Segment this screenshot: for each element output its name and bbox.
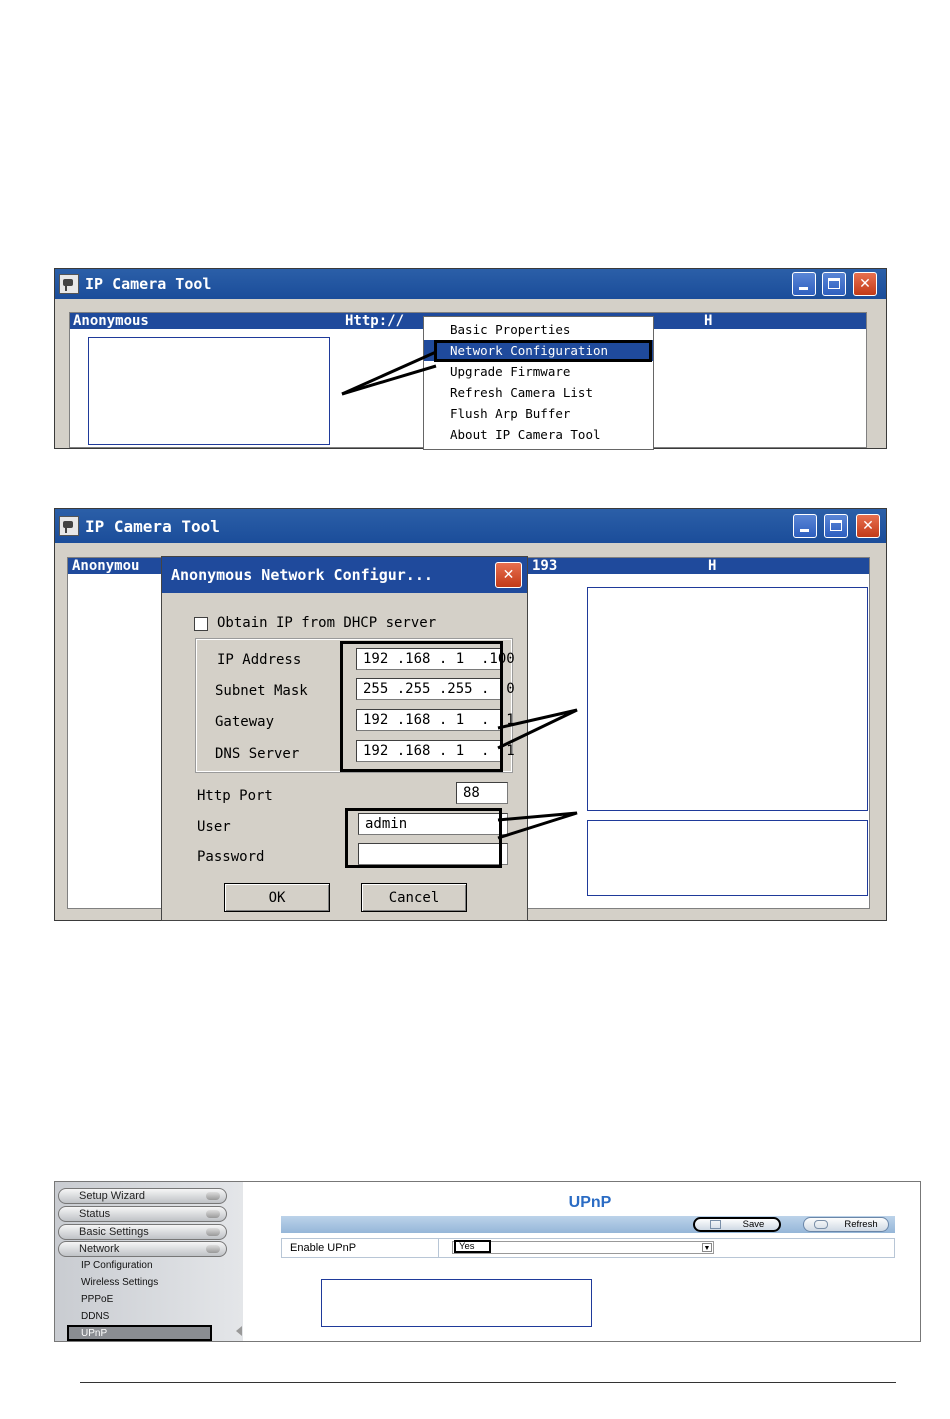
enable-upnp-label: Enable UPnP — [290, 1242, 357, 1254]
ip-address-label: IP Address — [217, 652, 302, 668]
ip-address-field[interactable]: 192 .168 . 1 .100 — [356, 648, 502, 670]
sidebar-item-label: Network — [79, 1243, 120, 1255]
chevron-down-icon — [206, 1228, 220, 1236]
menu-item-upgrade-firmware[interactable]: Upgrade Firmware — [450, 364, 571, 379]
sidebar-item-label: Basic Settings — [79, 1226, 149, 1238]
user-label: User — [197, 819, 231, 835]
sidebar — [55, 1182, 243, 1341]
save-icon — [710, 1220, 721, 1229]
close-icon: ✕ — [862, 518, 874, 534]
window-title: IP Camera Tool — [85, 275, 212, 293]
save-button[interactable] — [693, 1217, 781, 1232]
sidebar-subitem-upnp[interactable]: UPnP — [67, 1325, 212, 1341]
upnp-web-ui — [54, 1181, 921, 1342]
ok-button[interactable]: OK — [224, 883, 330, 912]
refresh-icon — [814, 1220, 828, 1229]
menu-item-about[interactable]: About IP Camera Tool — [450, 427, 601, 442]
column-extra[interactable]: H — [704, 313, 713, 329]
close-icon: ✕ — [859, 276, 871, 292]
gateway-label: Gateway — [215, 714, 275, 730]
refresh-label: Refresh — [844, 1219, 878, 1230]
sidebar-subitem-pppoe[interactable]: PPPoE — [81, 1294, 114, 1305]
sidebar-item-status[interactable] — [58, 1206, 227, 1222]
sidebar-item-basic-settings[interactable] — [58, 1224, 227, 1240]
sidebar-item-label: Status — [79, 1208, 111, 1220]
save-label: Save — [742, 1219, 765, 1230]
menu-item-basic-properties[interactable]: Basic Properties — [450, 322, 571, 337]
menu-item-refresh-camera-list[interactable]: Refresh Camera List — [450, 385, 593, 400]
sidebar-item-setup-wizard[interactable] — [58, 1188, 227, 1204]
close-icon: ✕ — [502, 567, 515, 583]
sidebar-subitem-wireless-settings[interactable]: Wireless Settings — [81, 1277, 159, 1288]
sidebar-subitem-ddns[interactable]: DDNS — [81, 1311, 110, 1322]
enable-upnp-select[interactable] — [452, 1241, 714, 1254]
cancel-button[interactable]: Cancel — [361, 883, 467, 912]
dhcp-label: Obtain IP from DHCP server — [217, 615, 437, 631]
sidebar-item-label: Setup Wizard — [79, 1190, 146, 1202]
menu-item-flush-arp-buffer[interactable]: Flush Arp Buffer — [450, 406, 571, 421]
http-port-field[interactable]: 88 — [456, 782, 508, 804]
annotation-box-web — [321, 1279, 592, 1327]
window-title: IP Camera Tool — [85, 516, 220, 536]
collapse-handle-icon[interactable] — [236, 1326, 242, 1336]
column-name[interactable]: Anonymou — [72, 558, 140, 574]
chevron-down-icon — [206, 1210, 220, 1218]
footer-rule — [80, 1382, 896, 1383]
page-title: UPnP — [568, 1194, 612, 1211]
sidebar-item-network[interactable] — [58, 1241, 227, 1257]
http-port-label: Http Port — [197, 788, 273, 804]
dialog-title: Anonymous Network Configur... — [171, 566, 433, 584]
chevron-down-icon — [206, 1245, 220, 1253]
column-extra[interactable]: H — [708, 558, 717, 574]
dns-server-label: DNS Server — [215, 746, 300, 762]
dropdown-arrow-icon[interactable]: ▼ — [703, 1245, 711, 1252]
enable-upnp-value: Yes — [454, 1240, 491, 1253]
chevron-down-icon — [206, 1192, 220, 1200]
subnet-mask-field[interactable]: 255 .255 .255 . 0 — [356, 678, 502, 700]
enable-upnp-row — [281, 1238, 895, 1258]
column-url[interactable]: Http:// — [345, 313, 405, 329]
menu-item-network-configuration[interactable]: Network Configuration — [424, 340, 653, 361]
dns-server-field[interactable]: 192 .168 . 1 . 1 — [356, 740, 502, 762]
user-field[interactable]: admin — [358, 813, 508, 835]
label-divider — [438, 1239, 439, 1257]
column-name[interactable]: Anonymous — [73, 313, 149, 329]
column-url[interactable]: 193 — [532, 558, 558, 574]
refresh-button[interactable] — [803, 1217, 889, 1232]
sidebar-subitem-ip-configuration[interactable]: IP Configuration — [81, 1260, 153, 1271]
subnet-mask-label: Subnet Mask — [215, 683, 308, 699]
gateway-field[interactable]: 192 .168 . 1 . 1 — [356, 709, 502, 731]
password-label: Password — [197, 849, 265, 865]
